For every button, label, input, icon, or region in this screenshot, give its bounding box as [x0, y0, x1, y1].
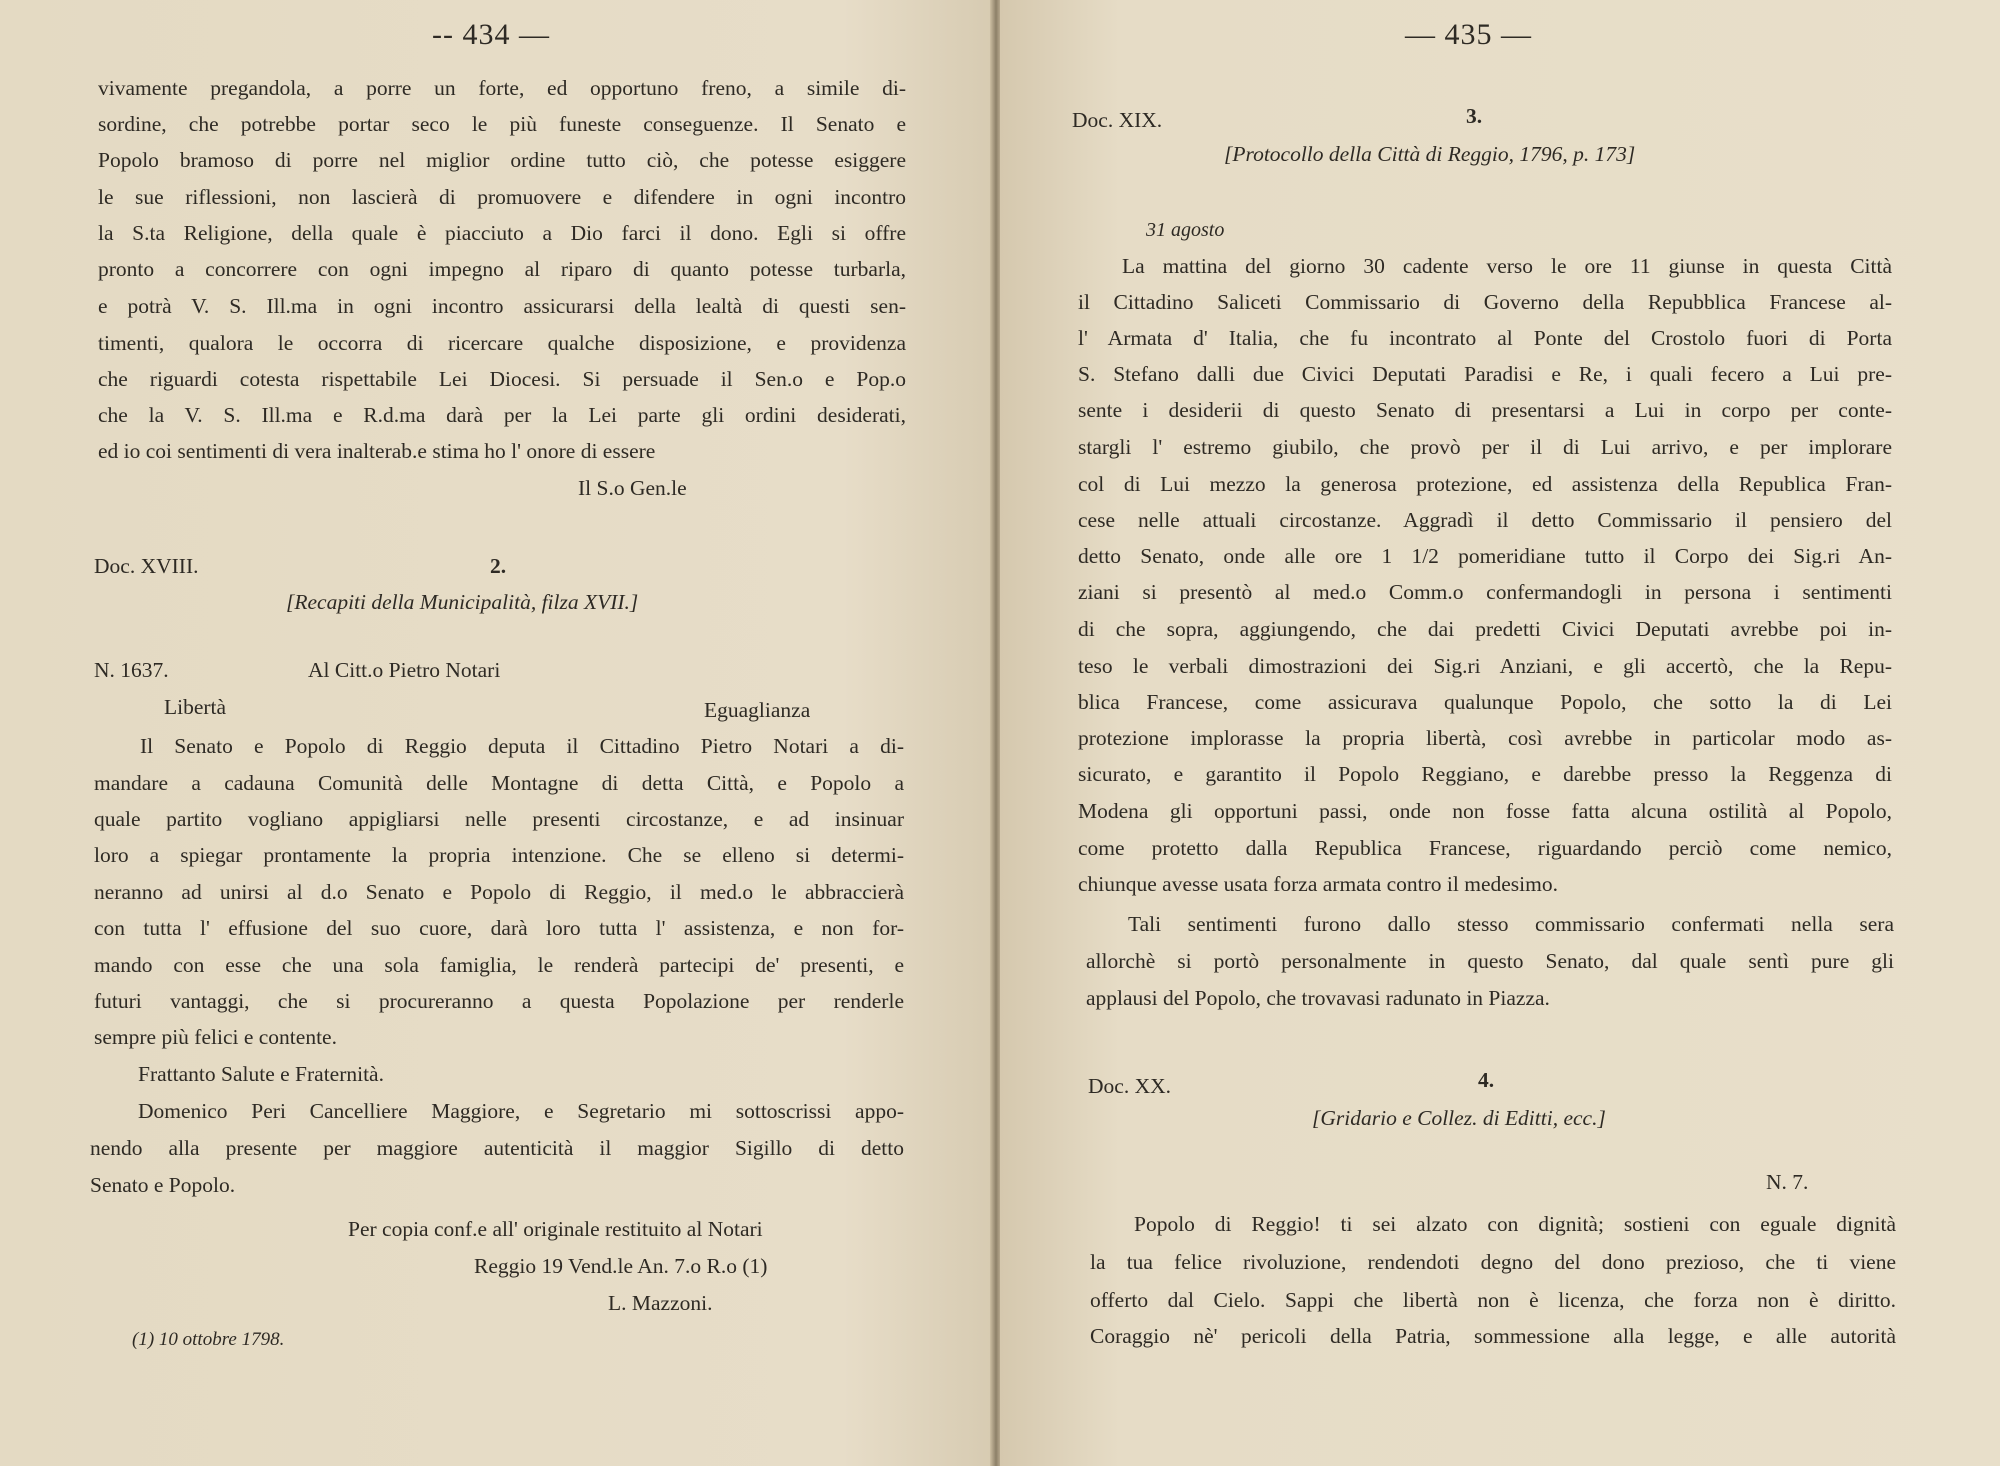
text-line: ed io coi sentimenti di vera inalterab.e stima ho l' onore di essere: [98, 439, 656, 463]
text-line: teso le verbali dimostrazioni dei Sig.ri Anziani, e gli accertò, che la Repu-: [1078, 654, 1892, 678]
text-line: Domenico Peri Cancelliere Maggiore, e Segretario mi sottoscrissi appo-: [138, 1099, 904, 1123]
text-line: l' Armata d' Italia, che fu incontrato al Ponte del Crostolo fuori di Porta: [1078, 326, 1892, 350]
text-line: S. Stefano dalli due Civici Deputati Paradisi e Re, i quali fecero a Lui pre-: [1078, 362, 1892, 386]
text-line: Coraggio nè' pericoli della Patria, sommessione alla legge, e alle autorità: [1090, 1324, 1896, 1348]
addressee: Al Citt.o Pietro Notari: [308, 658, 501, 682]
text-line: col di Lui mezzo la generosa protezione, ed assistenza della Republica Fran-: [1078, 472, 1892, 496]
text-line: detto Senato, onde alle ore 1 1/2 pomeridiane tutto il Corpo dei Sig.ri An-: [1078, 544, 1892, 568]
page-number: — 435 —: [1405, 18, 1532, 51]
text-line: sempre più felici e contente.: [94, 1025, 337, 1049]
text-line: offerto dal Cielo. Sappi che libertà non è licenza, che forza non è diritto.: [1090, 1288, 1896, 1312]
text-line: la S.ta Religione, della quale è piacciuto a Dio farci il dono. Egli si offre: [98, 221, 906, 245]
text-line: sordine, che potrebbe portar seco le più funeste conseguenze. Il Senato e: [98, 112, 906, 136]
text-line: e potrà V. S. Ill.ma in ogni incontro assicurarsi della lealtà di questi sen-: [98, 294, 906, 318]
text-line: Modena gli opportuni passi, onde non fosse fatta alcuna ostilità al Popolo,: [1078, 799, 1892, 823]
doc-number: 3.: [1466, 104, 1483, 128]
text-line: Popolo di Reggio! ti sei alzato con dignità; sostieni con eguale dignità: [1134, 1212, 1896, 1236]
copy-note: Per copia conf.e all' originale restituito al Notari: [348, 1217, 763, 1241]
text-line: la tua felice rivoluzione, rendendoti degno del dono prezioso, che ti viene: [1090, 1250, 1896, 1274]
text-line: stargli l' estremo giubilo, che provò per il di Lui arrivo, e per implorare: [1078, 435, 1892, 459]
protocol-number: N. 1637.: [94, 658, 169, 682]
text-line: di che sopra, aggiungendo, che dai predetti Civici Deputati avrebbe poi in-: [1078, 617, 1892, 641]
text-line: mando con esse che una sola famiglia, le renderà partecipi de' presenti, e: [94, 953, 904, 977]
text-line: Tali sentimenti furono dallo stesso commissario confermati nella sera: [1128, 912, 1894, 936]
text-line: il Cittadino Saliceti Commissario di Governo della Repubblica Francese al-: [1078, 290, 1892, 314]
text-line: pronto a concorrere con ogni impegno al riparo di quanto potesse turbarla,: [98, 257, 906, 281]
text-line: che riguardi cotesta rispettabile Lei Diocesi. Si persuade il Sen.o e Pop.o: [98, 367, 906, 391]
motto-right: Eguaglianza: [704, 698, 811, 722]
text-line: allorchè si portò personalmente in questo Senato, dal quale sentì pure gli: [1086, 949, 1894, 973]
text-line: nendo alla presente per maggiore autenticità il maggior Sigillo di detto: [90, 1136, 904, 1160]
page-number: -- 434 —: [432, 18, 550, 51]
date-line: Reggio 19 Vend.le An. 7.o R.o (1): [474, 1254, 768, 1278]
footnote: (1) 10 ottobre 1798.: [132, 1329, 285, 1350]
text-line: sicurato, e garantito il Popolo Reggiano, e darebbe presso la Reggenza di: [1078, 762, 1892, 786]
date: 31 agosto: [1146, 219, 1225, 241]
text-line: timenti, qualora le occorra di ricercare qualche disposizione, e providenza: [98, 331, 906, 355]
right-page: [1000, 0, 2000, 1466]
text-line: blica Francese, come assicurava qualunque Popolo, che sotto la di Lei: [1078, 690, 1892, 714]
text-line: le sue riflessioni, non lascierà di promuovere e difendere in ogni incontro: [98, 185, 906, 209]
signature: Il S.o Gen.le: [578, 476, 687, 500]
text-line: ziani si presentò al med.o Comm.o confermandogli in persona i sentimenti: [1078, 580, 1892, 604]
doc-label: Doc. XIX.: [1072, 108, 1163, 132]
text-line: futuri vantaggi, che si procureranno a questa Popolazione per renderle: [94, 989, 904, 1013]
text-line: mandare a cadauna Comunità delle Montagne di detta Città, e Popolo a: [94, 771, 904, 795]
doc-source: [Recapiti della Municipalità, filza XVII.]: [286, 590, 639, 614]
text-line: come protetto dalla Republica Francese, riguardando perciò come nemico,: [1078, 836, 1892, 860]
text-line: applausi del Popolo, che trovavasi radunato in Piazza.: [1086, 986, 1550, 1010]
doc-source: [Gridario e Collez. di Editti, ecc.]: [1312, 1106, 1606, 1130]
text-line: quale partito vogliano appigliarsi nelle presenti circostanze, e ad insinuar: [94, 807, 904, 831]
text-line: Senato e Popolo.: [90, 1173, 236, 1197]
text-line: che la V. S. Ill.ma e R.d.ma darà per la Lei parte gli ordini desiderati,: [98, 403, 906, 427]
doc-source: [Protocollo della Città di Reggio, 1796, p. 173]: [1224, 142, 1636, 166]
closing-line: Frattanto Salute e Fraternità.: [138, 1062, 384, 1086]
text-line: chiunque avesse usata forza armata contro il medesimo.: [1078, 872, 1558, 896]
text-line: loro a spiegar prontamente la propria intenzione. Che se elleno si determi-: [94, 843, 904, 867]
text-line: vivamente pregandola, a porre un forte, ed opportuno freno, a simile di-: [98, 76, 906, 100]
protocol-number: N. 7.: [1766, 1170, 1809, 1194]
left-page: [0, 0, 992, 1466]
text-line: La mattina del giorno 30 cadente verso le ore 11 giunse in questa Città: [1122, 254, 1892, 278]
text-line: protezione implorasse la propria libertà, così avrebbe in particolar modo as-: [1078, 726, 1892, 750]
text-line: neranno ad unirsi al d.o Senato e Popolo di Reggio, il med.o le abbraccierà: [94, 880, 904, 904]
text-line: cese nelle attuali circostanze. Aggradì il detto Commissario il pensiero del: [1078, 508, 1892, 532]
motto-left: Libertà: [164, 695, 227, 719]
signature: L. Mazzoni.: [608, 1291, 713, 1315]
doc-label: Doc. XVIII.: [94, 554, 199, 578]
text-line: sente i desiderii di questo Senato di presentarsi a Lui in corpo per conte-: [1078, 398, 1892, 422]
doc-number: 2.: [490, 554, 507, 578]
doc-label: Doc. XX.: [1088, 1074, 1171, 1098]
text-line: con tutta l' effusione del suo cuore, darà loro tutta l' assistenza, e non for-: [94, 916, 904, 940]
text-line: Il Senato e Popolo di Reggio deputa il Cittadino Pietro Notari a di-: [140, 734, 904, 758]
doc-number: 4.: [1478, 1068, 1495, 1092]
text-line: Popolo bramoso di porre nel miglior ordine tutto ciò, che potesse esiggere: [98, 148, 906, 172]
